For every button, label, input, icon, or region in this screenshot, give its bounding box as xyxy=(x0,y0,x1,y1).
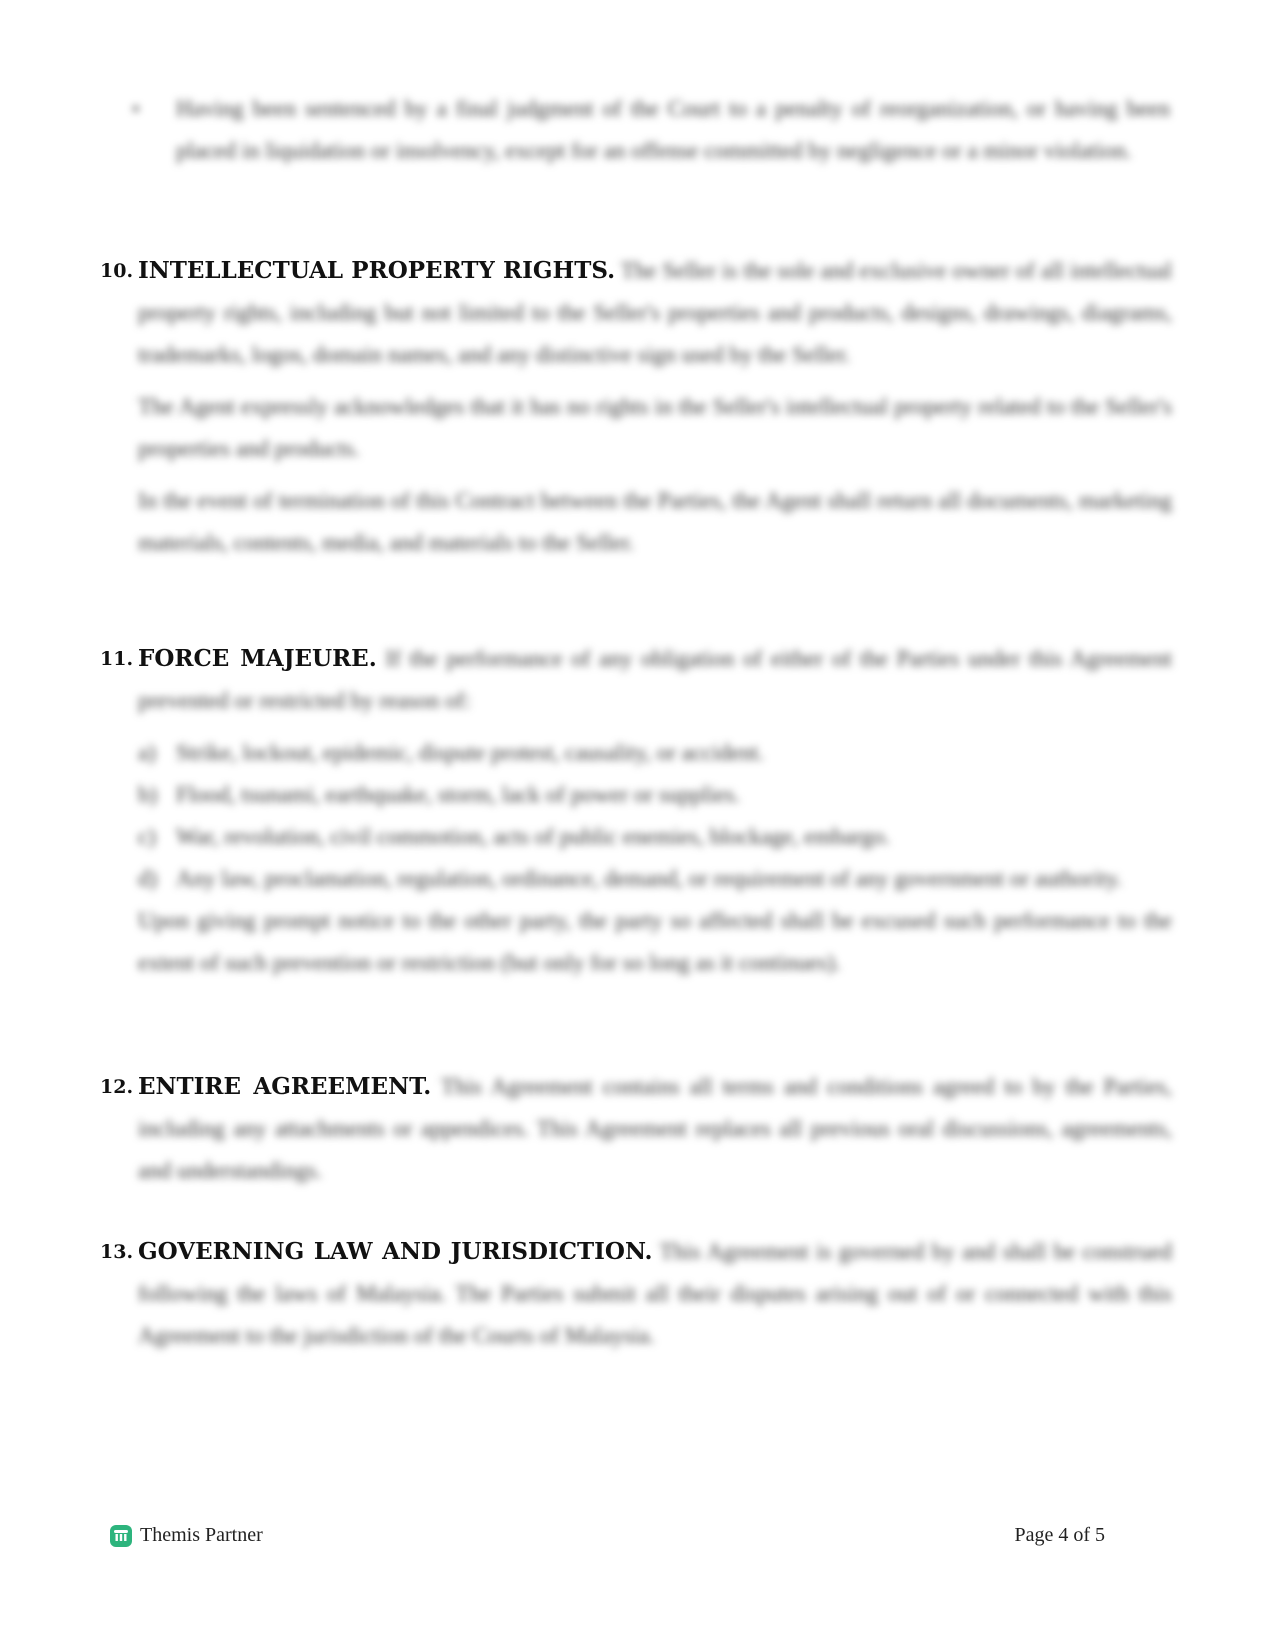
section-heading: FORCE MAJEURE. xyxy=(138,645,377,672)
list-item-text: Strike, lockout, epidemic, dispute protest, causality, or accident. xyxy=(176,740,765,765)
section-paragraph: In the event of termination of this Contract between the Parties, the Agent shall return all documents, marketing materials, contents, media, and materials to the Seller. xyxy=(138,488,1172,555)
section-text: If the performance of any obligation of either of the Parties under this Agreement prevented or restricted by reason of: xyxy=(138,646,1173,713)
list-marker: c) xyxy=(138,824,156,849)
section-10 xyxy=(100,250,1172,574)
section-number: 12. xyxy=(100,1076,134,1098)
section-lead-paragraph xyxy=(138,250,1172,376)
list-marker: d) xyxy=(138,866,158,891)
list-item xyxy=(138,858,1172,900)
section-paragraph: Upon giving prompt notice to the other party, the party so affected shall be excused such performance to the extent of such prevention or restriction (but only for so long as it continues). xyxy=(138,908,1172,975)
section-heading: INTELLECTUAL PROPERTY RIGHTS. xyxy=(138,257,616,284)
bullet-marker: • xyxy=(132,96,140,121)
section-heading: ENTIRE AGREEMENT. xyxy=(138,1073,432,1100)
section-text: This Agreement contains all terms and conditions agreed to by the Parties, including any attachments or appendices. This Agreement replaces all previous oral discussions, agreements, and understandings. xyxy=(138,1074,1172,1183)
list-marker: b) xyxy=(138,782,158,807)
footer-brand xyxy=(110,1524,263,1547)
force-majeure-list xyxy=(138,732,1172,900)
list-item xyxy=(138,774,1172,816)
section-11 xyxy=(100,638,1172,994)
list-item-text: Any law, proclamation, regulation, ordinance, demand, or requirement of any government or authority. xyxy=(176,866,1123,891)
brand-name: Themis Partner xyxy=(140,1524,263,1546)
section-12 xyxy=(100,1066,1172,1202)
list-marker: a) xyxy=(138,740,156,765)
section-number: 10. xyxy=(100,260,134,282)
bullet-text: Having been sentenced by a final judgment of the Court to a penalty of reorganization, or having been placed in liquidation or insolvency, except for an offense committed by negligence or a minor violation. xyxy=(176,96,1170,163)
page-footer xyxy=(110,1520,1105,1556)
section-text: The Seller is the sole and exclusive owner of all intellectual property rights, including but not limited to the Seller's properties and products, designs, drawings, diagrams, trademarks, logos, domain names, and any distinctive sign used by the Seller. xyxy=(138,258,1173,367)
section-13 xyxy=(100,1231,1172,1367)
section-number: 13. xyxy=(100,1241,134,1263)
section-text: This Agreement is governed by and shall be construed following the laws of Malaysia. The Parties submit all their disputes arising out of or connected with this Agreement to the jurisdiction of the Courts of Malaysia. xyxy=(138,1239,1172,1348)
section-paragraph: The Agent expressly acknowledges that it has no rights in the Seller's intellectual property related to the Seller's properties and products. xyxy=(138,394,1172,461)
bullet-item xyxy=(132,88,1172,172)
section-lead-paragraph xyxy=(138,1231,1172,1357)
section-lead-paragraph xyxy=(138,638,1172,722)
section-heading: GOVERNING LAW AND JURISDICTION. xyxy=(138,1238,653,1265)
section-number: 11. xyxy=(100,648,134,670)
page-number: Page 4 of 5 xyxy=(1014,1524,1105,1546)
themis-logo-icon xyxy=(110,1525,132,1547)
list-item-text: Flood, tsunami, earthquake, storm, lack of power or supplies. xyxy=(176,782,741,807)
section-lead-paragraph xyxy=(138,1066,1172,1192)
list-item xyxy=(138,816,1172,858)
list-item xyxy=(138,732,1172,774)
list-item-text: War, revolution, civil commotion, acts of public enemies, blockage, embargo. xyxy=(176,824,891,849)
